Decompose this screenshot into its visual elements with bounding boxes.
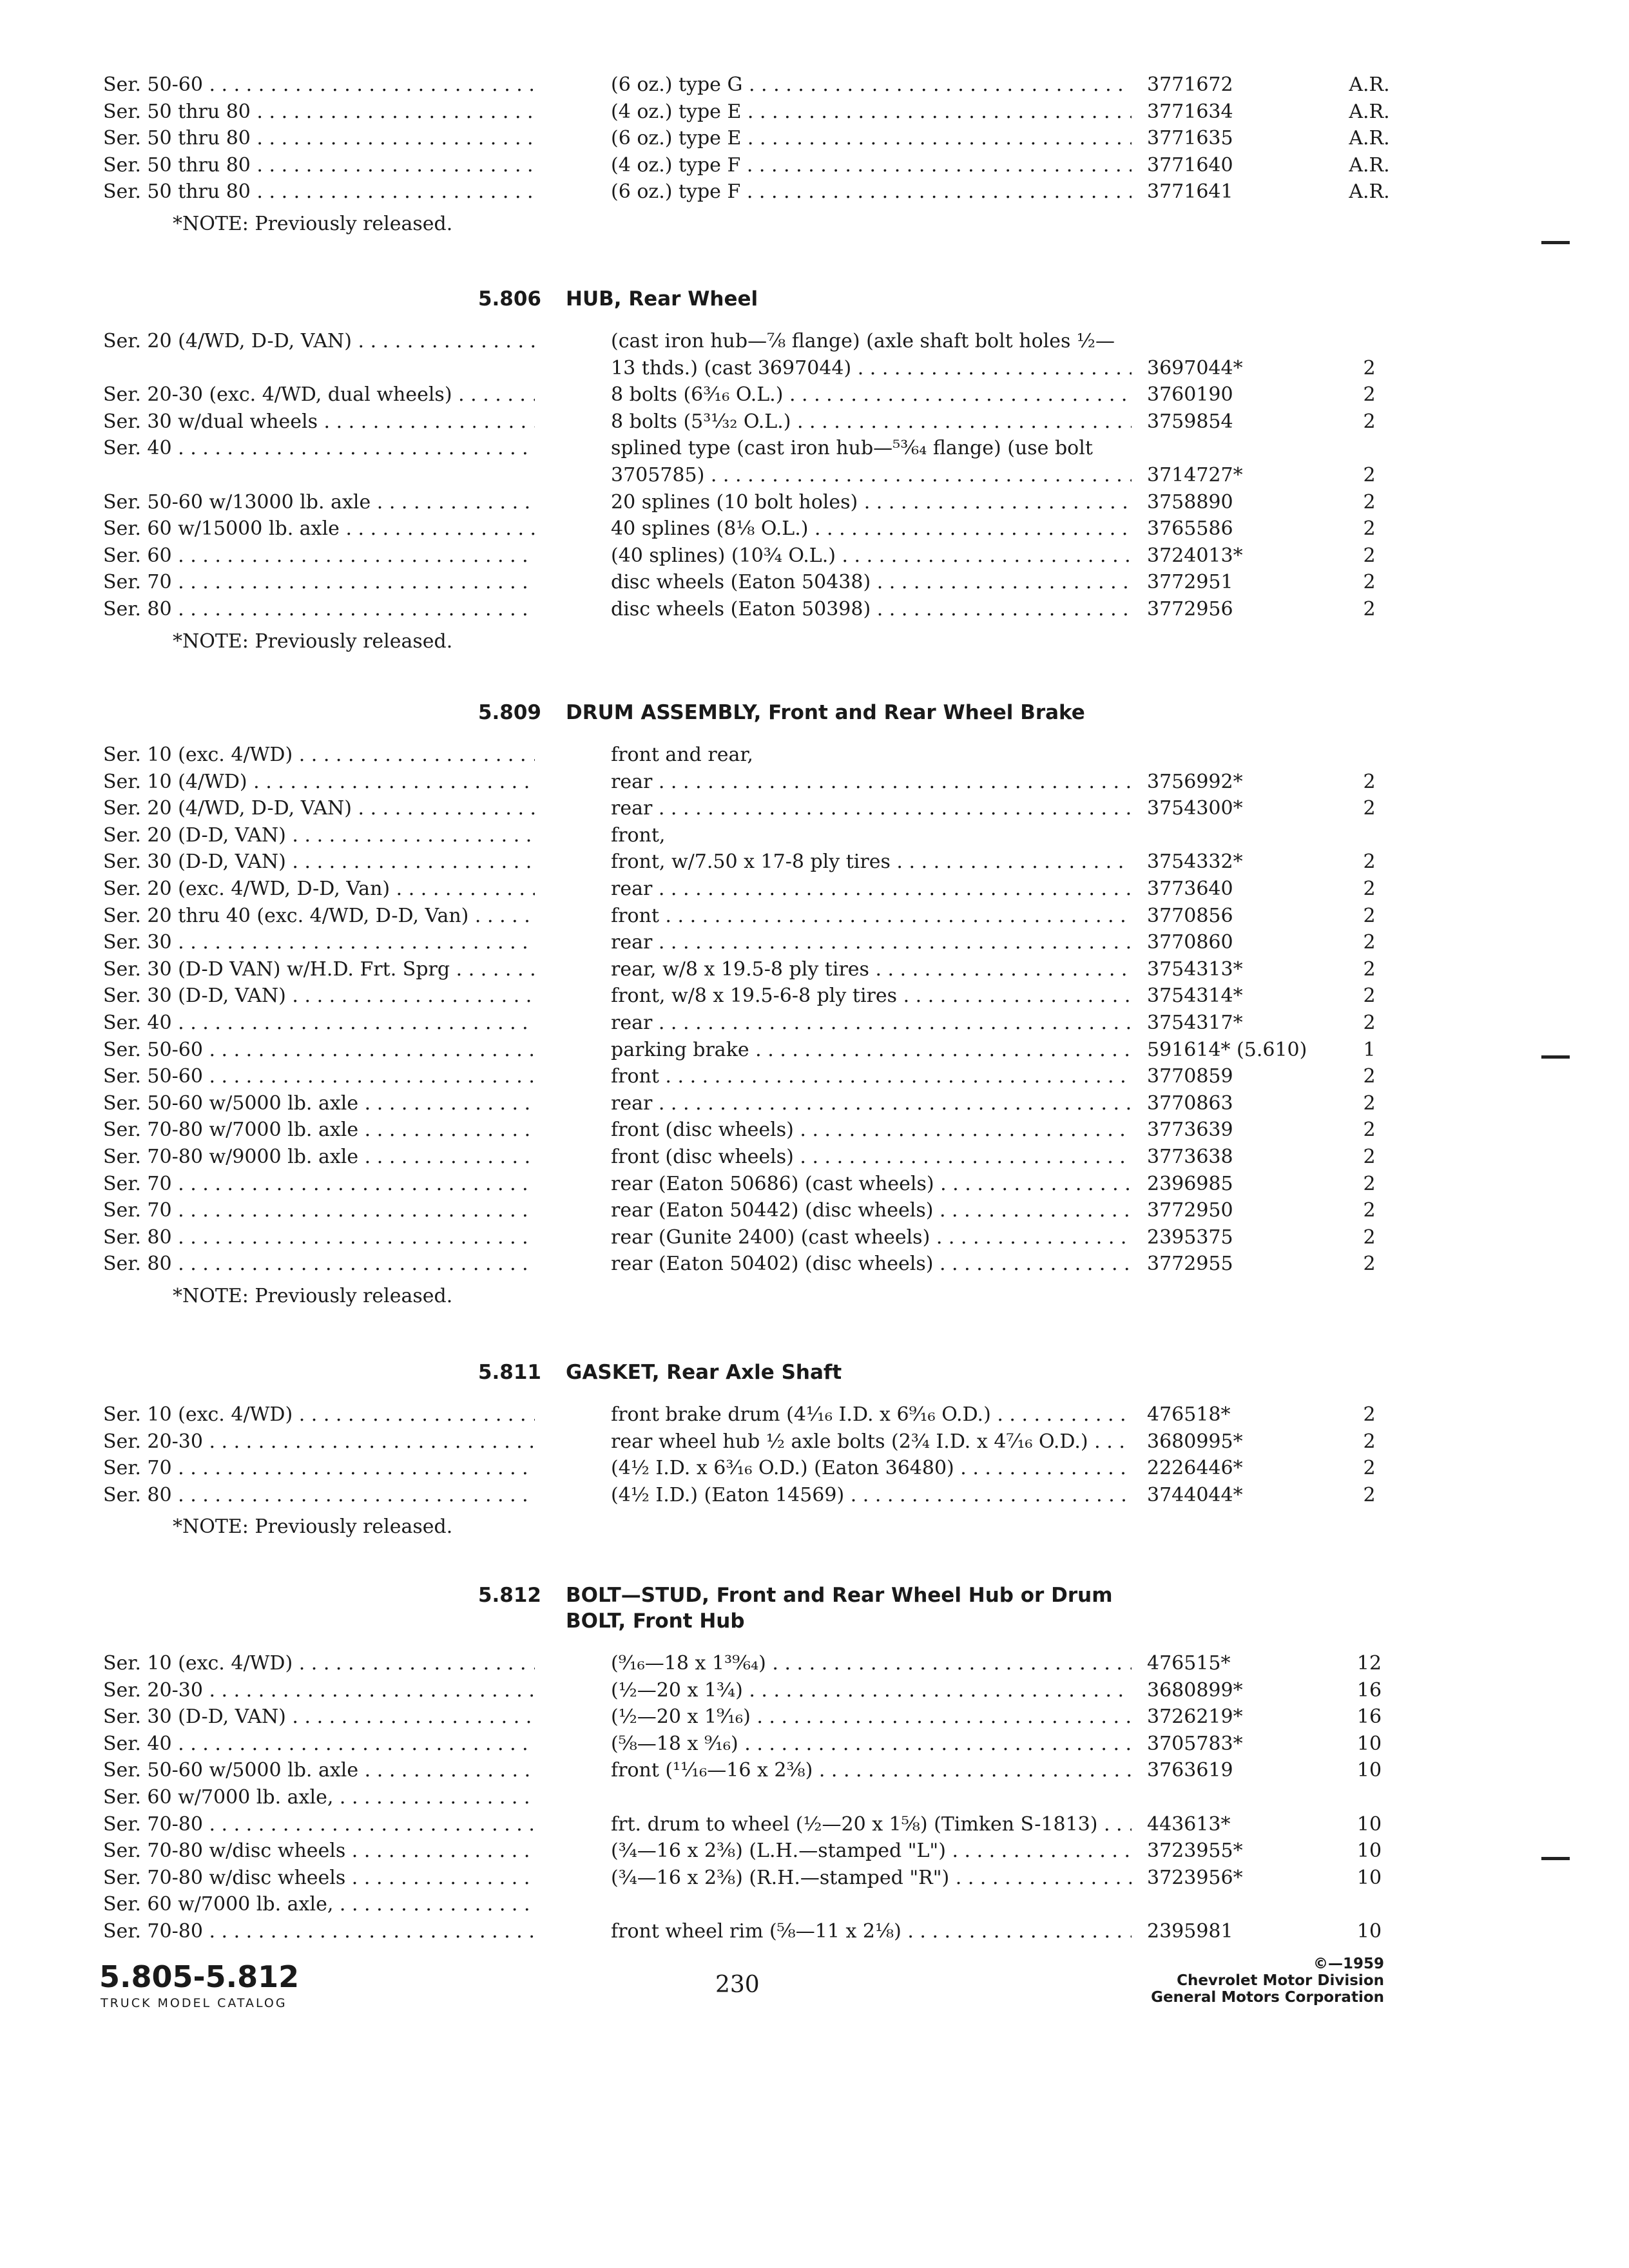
table-row: [0, 849, 1629, 875]
part-number-cell: 3726219*: [1147, 1706, 1243, 1729]
series-cell: Ser. 30 (D-D VAN) w/H.D. Frt. Sprg . . .: [103, 957, 535, 983]
series-cell: Ser. 40 . . .: [103, 436, 535, 461]
part-number-cell: 3772955: [1147, 1253, 1233, 1276]
description-cell: front (disc wheels) . . .: [611, 1144, 1132, 1170]
quantity-cell: A.R.: [1349, 153, 1390, 177]
part-number-cell: 3770859: [1147, 1065, 1233, 1088]
series-cell: Ser. 10 (exc. 4/WD) . . .: [103, 1651, 535, 1677]
description-cell: rear . . .: [611, 930, 1132, 956]
quantity-cell: 2: [1363, 1253, 1376, 1276]
part-number-cell: 3724013*: [1147, 544, 1243, 567]
part-number-cell: 3723955*: [1147, 1840, 1243, 1863]
part-number-cell: 3705783*: [1147, 1732, 1243, 1755]
series-cell: Ser. 70-80 w/disc wheels . . .: [103, 1865, 535, 1891]
quantity-cell: 2: [1363, 1199, 1376, 1222]
description-cell: rear (Eaton 50442) (disc wheels) . . .: [611, 1198, 1132, 1224]
quantity-cell: 2: [1363, 1225, 1376, 1249]
quantity-cell: 2: [1363, 878, 1376, 900]
note-previously-released: *NOTE: Previously released.: [173, 629, 453, 653]
series-cell: Ser. 30 . . .: [103, 930, 535, 956]
table-row: [0, 1919, 1629, 1945]
series-cell: Ser. 80 . . .: [103, 1251, 535, 1277]
series-cell: Ser. 50 thru 80 . . .: [103, 99, 535, 125]
section-title: GASKET, Rear Axle Shaft: [566, 1361, 842, 1384]
part-number-cell: 3773639: [1147, 1119, 1233, 1142]
part-number-cell: 3754332*: [1147, 850, 1243, 874]
description-cell: front . . .: [611, 1064, 1132, 1090]
table-row: [0, 769, 1629, 795]
series-cell: Ser. 50-60 . . .: [103, 72, 535, 98]
description-cell: (cast iron hub—⅞ flange) (axle shaft bolt holes ½—: [611, 330, 1115, 352]
section-code: 5.811: [477, 1361, 541, 1384]
series-cell: Ser. 30 (D-D, VAN) . . .: [103, 983, 535, 1009]
series-cell: Ser. 50 thru 80 . . .: [103, 126, 535, 151]
quantity-cell: 2: [1363, 383, 1376, 407]
description-cell: (40 splines) (10¾ O.L.) . . .: [611, 543, 1132, 569]
quantity-cell: 10: [1356, 1732, 1382, 1755]
series-cell: Ser. 80 . . .: [103, 1225, 535, 1251]
series-cell: Ser. 80 . . .: [103, 597, 535, 622]
table-row: [0, 1402, 1629, 1428]
table-row: [0, 72, 1629, 98]
quantity-cell: 2: [1363, 598, 1376, 620]
table-row: [0, 1010, 1629, 1036]
quantity-cell: A.R.: [1349, 180, 1390, 204]
part-number-cell: 476518*: [1147, 1403, 1231, 1426]
part-number-cell: 3754317*: [1147, 1012, 1243, 1034]
part-number-cell: 3759854: [1147, 410, 1233, 433]
page-number: 230: [715, 1972, 760, 1998]
margin-mark: [1541, 1055, 1570, 1059]
series-cell: Ser. 70 . . .: [103, 1456, 535, 1481]
quantity-cell: 10: [1356, 1866, 1382, 1889]
table-row: [0, 1171, 1629, 1197]
description-cell: rear, w/8 x 19.5-8 ply tires . . .: [611, 957, 1132, 983]
quantity-cell: 2: [1363, 850, 1376, 874]
section-title: DRUM ASSEMBLY, Front and Rear Wheel Brake: [566, 701, 1085, 724]
series-cell: Ser. 20 (exc. 4/WD, D-D, Van) . . .: [103, 876, 535, 902]
series-cell: Ser. 50-60 . . .: [103, 1037, 535, 1063]
table-row: [0, 1251, 1629, 1277]
description-cell: rear . . .: [611, 1091, 1132, 1117]
table-row: [0, 1704, 1629, 1730]
table-row: [0, 597, 1629, 622]
series-cell: Ser. 70-80 . . .: [103, 1919, 535, 1945]
description-cell: disc wheels (Eaton 50398) . . .: [611, 597, 1132, 622]
description-cell: splined type (cast iron hub—⁵³⁄₆₄ flange) (use bolt: [611, 437, 1093, 460]
series-cell: Ser. 70 . . .: [103, 1198, 535, 1224]
description-cell: (6 oz.) type E . . .: [611, 126, 1132, 151]
table-row: [0, 1225, 1629, 1251]
quantity-cell: 2: [1363, 517, 1376, 541]
table-row: [0, 742, 1629, 768]
description-cell: rear . . .: [611, 876, 1132, 902]
series-cell: Ser. 10 (exc. 4/WD) . . .: [103, 1402, 535, 1428]
series-cell: Ser. 20 (4/WD, D-D, VAN) . . .: [103, 329, 535, 354]
quantity-cell: 12: [1356, 1652, 1382, 1675]
part-number-cell: 3771634: [1147, 100, 1233, 123]
series-cell: Ser. 70-80 w/disc wheels . . .: [103, 1838, 535, 1864]
part-number-cell: 3771635: [1147, 127, 1233, 150]
series-cell: Ser. 10 (4/WD) . . .: [103, 769, 535, 795]
table-row: [0, 1117, 1629, 1143]
description-cell: front (disc wheels) . . .: [611, 1117, 1132, 1143]
table-row: [0, 1037, 1629, 1063]
quantity-cell: 2: [1363, 1430, 1376, 1453]
table-row: [0, 957, 1629, 983]
quantity-cell: 2: [1363, 1091, 1376, 1115]
table-row: [0, 1838, 1629, 1864]
description-cell: rear (Eaton 50402) (disc wheels) . . .: [611, 1251, 1132, 1277]
series-cell: Ser. 20-30 . . .: [103, 1429, 535, 1455]
part-number-cell: 443613*: [1147, 1812, 1231, 1836]
description-cell: rear . . .: [611, 769, 1132, 795]
quantity-cell: 2: [1363, 1457, 1376, 1480]
series-cell: Ser. 50-60 w/5000 lb. axle . . .: [103, 1091, 535, 1117]
quantity-cell: 16: [1356, 1706, 1382, 1729]
quantity-cell: 2: [1363, 490, 1376, 514]
description-cell: (6 oz.) type G . . .: [611, 72, 1132, 98]
part-number-cell: 3770863: [1147, 1091, 1233, 1115]
part-number-cell: 2226446*: [1147, 1457, 1243, 1480]
quantity-cell: 2: [1363, 904, 1376, 927]
part-number-cell: 3770860: [1147, 931, 1233, 954]
quantity-cell: 2: [1363, 571, 1376, 594]
table-row: [0, 1812, 1629, 1838]
part-number-cell: 591614* (5.610): [1147, 1038, 1307, 1061]
quantity-cell: 2: [1363, 957, 1376, 981]
description-cell: frt. drum to wheel (½—20 x 1⅝) (Timken S-1813) . . .: [611, 1812, 1132, 1838]
quantity-cell: 2: [1363, 1483, 1376, 1506]
series-cell: Ser. 10 (exc. 4/WD) . . .: [103, 742, 535, 768]
series-cell: Ser. 40 . . .: [103, 1731, 535, 1757]
table-row: [0, 382, 1629, 408]
table-row: [0, 570, 1629, 595]
quantity-cell: 2: [1363, 356, 1376, 380]
quantity-cell: 10: [1356, 1840, 1382, 1863]
table-row: [0, 876, 1629, 902]
quantity-cell: 2: [1363, 1146, 1376, 1168]
series-cell: Ser. 60 w/7000 lb. axle, . . .: [103, 1892, 535, 1917]
series-cell: Ser. 60 w/15000 lb. axle . . .: [103, 516, 535, 542]
series-cell: Ser. 50 thru 80 . . .: [103, 179, 535, 205]
footer-copyright: ©—1959: [1313, 1956, 1384, 1972]
description-cell: (½—20 x 1⁹⁄₁₆) . . .: [611, 1704, 1132, 1730]
table-row: [0, 1651, 1629, 1677]
series-cell: Ser. 70-80 w/9000 lb. axle . . .: [103, 1144, 535, 1170]
series-cell: Ser. 30 w/dual wheels . . .: [103, 409, 535, 435]
description-cell: (¾—16 x 2⅜) (R.H.—stamped "R") . . .: [611, 1865, 1132, 1891]
quantity-cell: 1: [1363, 1038, 1376, 1061]
series-cell: Ser. 50-60 w/5000 lb. axle . . .: [103, 1758, 535, 1783]
description-cell: front, w/8 x 19.5-6-8 ply tires . . .: [611, 983, 1132, 1009]
note-previously-released: *NOTE: Previously released.: [173, 1285, 453, 1307]
table-row: [0, 1758, 1629, 1783]
description-cell: front, w/7.50 x 17-8 ply tires . . .: [611, 849, 1132, 875]
series-cell: Ser. 20-30 . . .: [103, 1678, 535, 1704]
margin-mark: [1541, 241, 1570, 244]
part-number-cell: 3697044*: [1147, 356, 1243, 380]
quantity-cell: 2: [1363, 770, 1376, 793]
part-number-cell: 3680995*: [1147, 1430, 1243, 1453]
quantity-cell: 2: [1363, 931, 1376, 954]
series-cell: Ser. 20 (D-D, VAN) . . .: [103, 823, 535, 849]
series-cell: Ser. 40 . . .: [103, 1010, 535, 1036]
footer-division: Chevrolet Motor Division: [1177, 1972, 1384, 1989]
table-row: [0, 409, 1629, 435]
table-row: [0, 1865, 1629, 1891]
part-number-cell: 476515*: [1147, 1652, 1231, 1675]
note-previously-released: *NOTE: Previously released.: [173, 213, 453, 235]
table-row: [0, 1144, 1629, 1170]
table-row: [0, 99, 1629, 125]
table-row: [0, 543, 1629, 569]
description-cell: front brake drum (4¹⁄₁₆ I.D. x 6⁹⁄₁₆ O.D.) . . .: [611, 1402, 1132, 1428]
table-row: [0, 1429, 1629, 1455]
description-cell: rear wheel hub ½ axle bolts (2¾ I.D. x 4⁷⁄₁₆ O.D.) . . .: [611, 1429, 1132, 1455]
section-code: 5.806: [477, 287, 541, 311]
table-row: [0, 1785, 1629, 1811]
description-cell: (½—20 x 1¾) . . .: [611, 1678, 1132, 1704]
section-subtitle: BOLT, Front Hub: [566, 1610, 745, 1633]
description-cell: 20 splines (10 bolt holes) . . .: [611, 490, 1132, 515]
table-row: [0, 930, 1629, 956]
series-cell: Ser. 70-80 . . .: [103, 1812, 535, 1838]
description-cell: front . . .: [611, 903, 1132, 929]
description-cell: (6 oz.) type F . . .: [611, 179, 1132, 205]
table-row: [0, 329, 1629, 354]
section-code: 5.812: [477, 1584, 541, 1607]
table-row: [0, 463, 1629, 488]
quantity-cell: 10: [1356, 1812, 1382, 1836]
quantity-cell: 2: [1363, 1065, 1376, 1088]
description-cell: front and rear,: [611, 744, 753, 766]
section-title: HUB, Rear Wheel: [566, 287, 758, 311]
series-cell: Ser. 70 . . .: [103, 1171, 535, 1197]
description-cell: 40 splines (8⅛ O.L.) . . .: [611, 516, 1132, 542]
description-cell: (4½ I.D. x 6³⁄₁₆ O.D.) (Eaton 36480) . . .: [611, 1456, 1132, 1481]
quantity-cell: 2: [1363, 1172, 1376, 1195]
table-row: [0, 1198, 1629, 1224]
quantity-cell: 2: [1363, 1403, 1376, 1426]
part-number-cell: 3758890: [1147, 490, 1233, 514]
section-code: 5.809: [477, 701, 541, 724]
table-row: [0, 796, 1629, 822]
table-row: [0, 436, 1629, 461]
part-number-cell: 3773640: [1147, 878, 1233, 900]
quantity-cell: 2: [1363, 1119, 1376, 1142]
part-number-cell: 3763619: [1147, 1759, 1233, 1782]
series-cell: Ser. 60 . . .: [103, 543, 535, 569]
table-row: [0, 903, 1629, 929]
part-number-cell: 3714727*: [1147, 464, 1243, 486]
description-cell: rear . . .: [611, 1010, 1132, 1036]
quantity-cell: A.R.: [1349, 73, 1390, 96]
description-cell: front,: [611, 823, 666, 847]
part-number-cell: 3772951: [1147, 571, 1233, 594]
quantity-cell: 2: [1363, 410, 1376, 433]
part-number-cell: 2395981: [1147, 1920, 1233, 1943]
part-number-cell: 3760190: [1147, 383, 1233, 407]
part-number-cell: 3765586: [1147, 517, 1233, 541]
series-cell: Ser. 50-60 w/13000 lb. axle . . .: [103, 490, 535, 515]
table-row: [0, 823, 1629, 849]
series-cell: Ser. 70 . . .: [103, 570, 535, 595]
part-number-cell: 3754314*: [1147, 985, 1243, 1008]
quantity-cell: 2: [1363, 985, 1376, 1008]
table-row: [0, 1483, 1629, 1508]
footer-corporation: General Motors Corporation: [1151, 1989, 1384, 2006]
description-cell: 8 bolts (5³¹⁄₃₂ O.L.) . . .: [611, 409, 1132, 435]
footer-section-range: 5.805-5.812: [99, 1959, 300, 1994]
table-row: [0, 126, 1629, 151]
quantity-cell: A.R.: [1349, 127, 1390, 150]
table-row: [0, 356, 1629, 381]
series-cell: Ser. 20 thru 40 (exc. 4/WD, D-D, Van) . . .: [103, 903, 535, 929]
table-row: [0, 179, 1629, 205]
part-number-cell: 3770856: [1147, 904, 1233, 927]
part-number-cell: 3772950: [1147, 1199, 1233, 1222]
table-row: [0, 516, 1629, 542]
quantity-cell: 2: [1363, 797, 1376, 820]
quantity-cell: 2: [1363, 1012, 1376, 1034]
description-cell: 13 thds.) (cast 3697044) . . .: [611, 356, 1132, 381]
description-cell: (4½ I.D.) (Eaton 14569) . . .: [611, 1483, 1132, 1508]
quantity-cell: A.R.: [1349, 100, 1390, 123]
part-number-cell: 3771672: [1147, 73, 1233, 96]
description-cell: rear (Eaton 50686) (cast wheels) . . .: [611, 1171, 1132, 1197]
series-cell: Ser. 20-30 (exc. 4/WD, dual wheels) . . .: [103, 382, 535, 408]
part-number-cell: 3754313*: [1147, 957, 1243, 981]
description-cell: parking brake . . .: [611, 1037, 1132, 1063]
part-number-cell: 3754300*: [1147, 797, 1243, 820]
part-number-cell: 3723956*: [1147, 1866, 1243, 1889]
table-row: [0, 1064, 1629, 1090]
series-cell: Ser. 50-60 . . .: [103, 1064, 535, 1090]
quantity-cell: 10: [1356, 1759, 1382, 1782]
description-cell: (4 oz.) type F . . .: [611, 153, 1132, 178]
series-cell: Ser. 50 thru 80 . . .: [103, 153, 535, 178]
part-number-cell: 3772956: [1147, 598, 1233, 620]
section-title: BOLT—STUD, Front and Rear Wheel Hub or Drum: [566, 1584, 1113, 1607]
part-number-cell: 3744044*: [1147, 1483, 1243, 1506]
note-previously-released: *NOTE: Previously released.: [173, 1515, 453, 1539]
footer-catalog-name: TRUCK MODEL CATALOG: [101, 1996, 287, 2010]
margin-mark: [1541, 1857, 1570, 1860]
description-cell: rear (Gunite 2400) (cast wheels) . . .: [611, 1225, 1132, 1251]
description-cell: (4 oz.) type E . . .: [611, 99, 1132, 125]
quantity-cell: 2: [1363, 464, 1376, 486]
series-cell: Ser. 20 (4/WD, D-D, VAN) . . .: [103, 796, 535, 822]
series-cell: Ser. 70-80 w/7000 lb. axle . . .: [103, 1117, 535, 1143]
description-cell: (¾—16 x 2⅜) (L.H.—stamped "L") . . .: [611, 1838, 1132, 1864]
table-row: [0, 1091, 1629, 1117]
description-cell: disc wheels (Eaton 50438) . . .: [611, 570, 1132, 595]
part-number-cell: 3756992*: [1147, 770, 1243, 793]
series-cell: Ser. 30 (D-D, VAN) . . .: [103, 849, 535, 875]
description-cell: 3705785) . . .: [611, 463, 1132, 488]
quantity-cell: 2: [1363, 544, 1376, 567]
description-cell: front wheel rim (⅝—11 x 2⅛) . . .: [611, 1919, 1132, 1945]
series-cell: Ser. 80 . . .: [103, 1483, 535, 1508]
table-row: [0, 153, 1629, 178]
table-row: [0, 1456, 1629, 1481]
part-number-cell: 2396985: [1147, 1172, 1233, 1195]
series-cell: Ser. 30 (D-D, VAN) . . .: [103, 1704, 535, 1730]
table-row: [0, 1678, 1629, 1704]
table-row: [0, 983, 1629, 1009]
description-cell: (⅝—18 x ⁹⁄₁₆) . . .: [611, 1731, 1132, 1757]
quantity-cell: 10: [1356, 1920, 1382, 1943]
table-row: [0, 490, 1629, 515]
description-cell: (⁹⁄₁₆—18 x 1³⁹⁄₆₄) . . .: [611, 1651, 1132, 1677]
description-cell: 8 bolts (6³⁄₁₆ O.L.) . . .: [611, 382, 1132, 408]
part-number-cell: 3680899*: [1147, 1678, 1243, 1702]
table-row: [0, 1731, 1629, 1757]
quantity-cell: 16: [1356, 1678, 1382, 1702]
part-number-cell: 2395375: [1147, 1225, 1233, 1249]
description-cell: front (¹¹⁄₁₆—16 x 2⅜) . . .: [611, 1758, 1132, 1783]
part-number-cell: 3771640: [1147, 153, 1233, 177]
table-row: [0, 1892, 1629, 1917]
description-cell: rear . . .: [611, 796, 1132, 822]
series-cell: Ser. 60 w/7000 lb. axle, . . .: [103, 1785, 535, 1811]
part-number-cell: 3773638: [1147, 1146, 1233, 1168]
part-number-cell: 3771641: [1147, 180, 1233, 204]
